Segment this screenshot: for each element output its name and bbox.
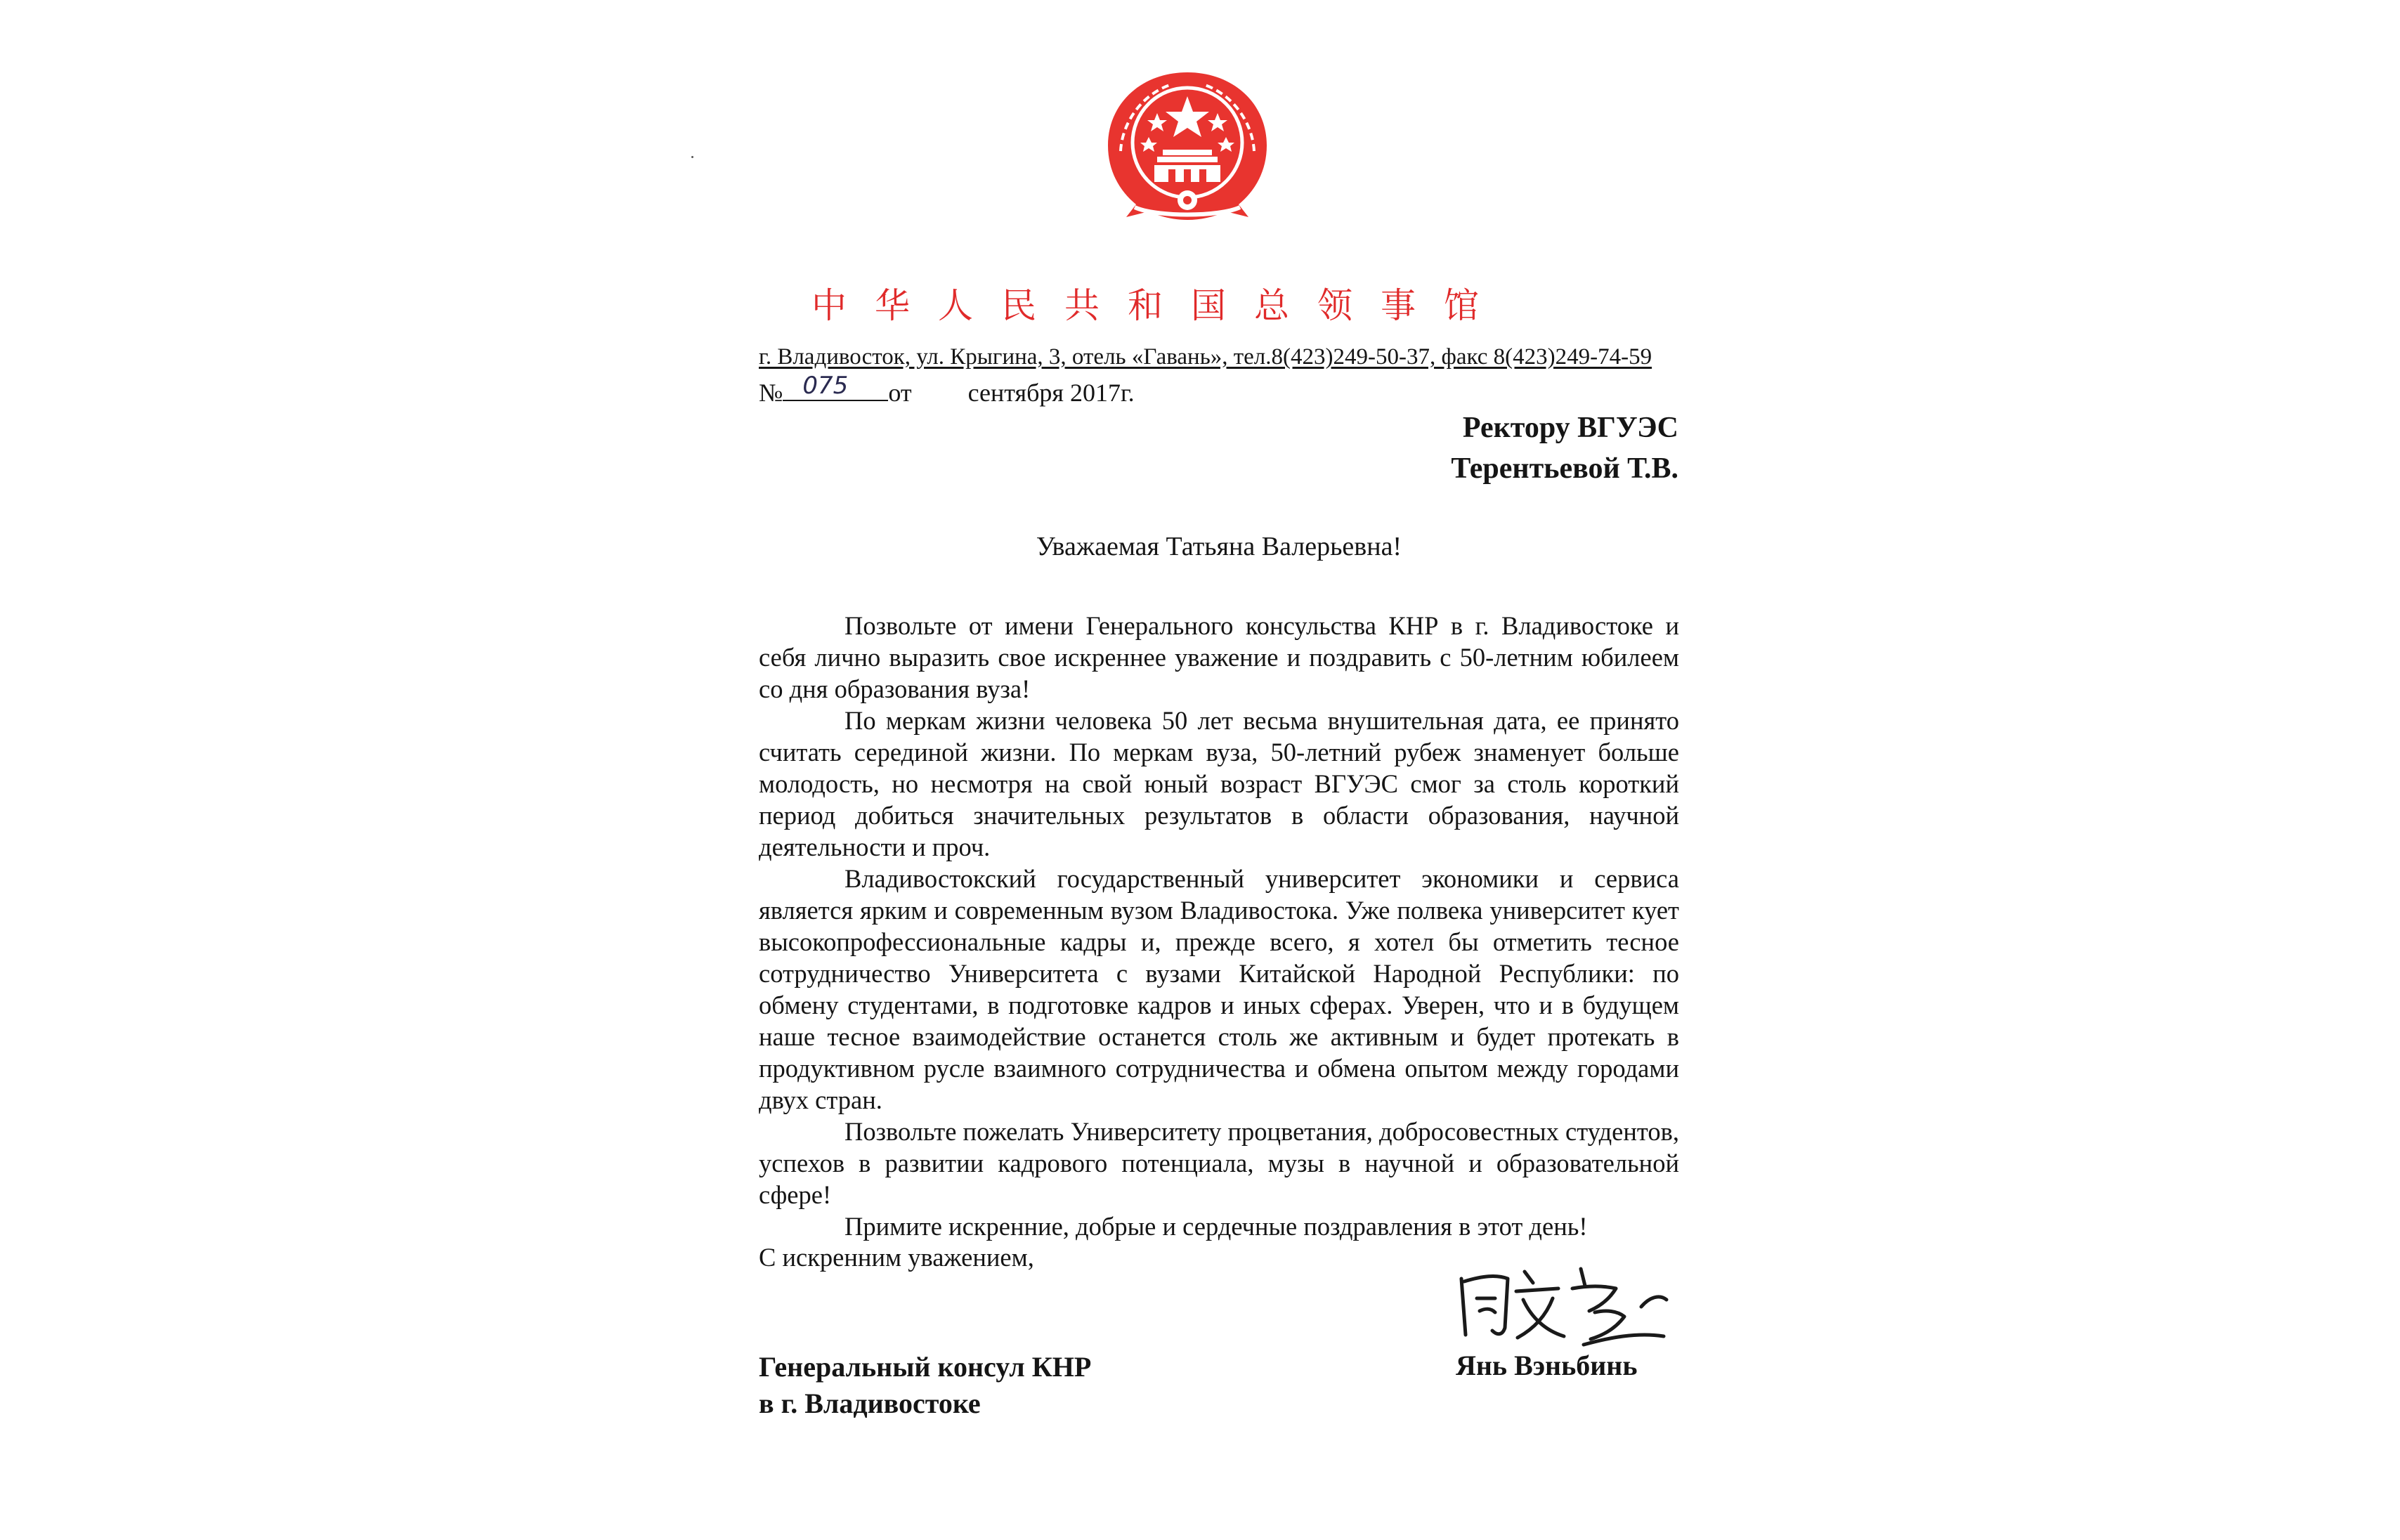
paragraph-5: Примите искренние, добрые и сердечные поздравления в этот день! [844,1212,1588,1241]
signature-icon [1440,1258,1679,1363]
signer-title [759,1349,1091,1422]
signer-name: Янь Вэньбинь [1456,1350,1638,1381]
letter-number-line [759,372,1135,407]
addressee-line-2: Терентьевой Т.В. [1451,452,1678,485]
paragraph-1: Позвольте от имени Генерального консульства КНР в г. Владивостоке и себя лично выразить свое искреннее уважение и поздравить с 50-летним юбилеем со дня образования вуза! [759,611,1679,703]
paragraph-2: По меркам жизни человека 50 лет весьма внушительная дата, ее принято считать серединой жизни. По меркам вуза, 50-летний рубеж знаменует больше молодость, но несмотря на свой юный возраст ВГУЭС смог за столь короткий период добиться значительных результатов в области образования, научной деятельности и проч. [759,706,1679,861]
consulate-title-chinese: 中华人民共和国总领事馆 [811,285,1507,326]
number-prefix: № [759,379,783,407]
date-text: сентября 2017г. [967,379,1135,407]
paragraph-3: Владивостокский государственный университет экономики и сервиса является ярким и современным вузом Владивостока. Уже полвека университет кует высокопрофессиональные кадры и, прежде всего, я хотел бы отметить тесное сотрудничество Университета с вузами Китайской Народной Республики: по обмену студентами, в подготовке кадров и иных сферах. Уверен, что и в будущем наше тесное взаимодействие останется столь же активным и будет протекать в продуктивном русле взаимного сотрудничества и обмена опытом между городами двух стран. [759,864,1679,1114]
paragraph-4: Позвольте пожелать Университету процветания, добросовестных студентов, успехов в развитии кадрового потенциала, музы в научной и образовательной сфере! [759,1117,1679,1209]
signer-title-line-1: Генеральный консул КНР [759,1351,1092,1383]
addressee-line-1: Ректору ВГУЭС [1462,412,1678,444]
national-emblem-icon [1093,67,1282,228]
greeting: Уважаемая Татьяна Валерьевна! [1036,532,1402,561]
scan-speck [691,156,693,158]
consulate-address: г. Владивосток, ул. Крыгина, 3, отель «Гавань», тел.8(423)249-50-37, факс 8(423)249-74-59 [759,344,1652,370]
date-from: от [888,379,912,407]
handwritten-number: 075 [802,372,849,400]
signer-title-line-2: в г. Владивостоке [759,1388,981,1419]
closing-phrase: С искренним уважением, [759,1243,1034,1272]
letter-body [759,610,1679,1242]
addressee-block [1451,407,1678,489]
number-blank [783,372,888,401]
